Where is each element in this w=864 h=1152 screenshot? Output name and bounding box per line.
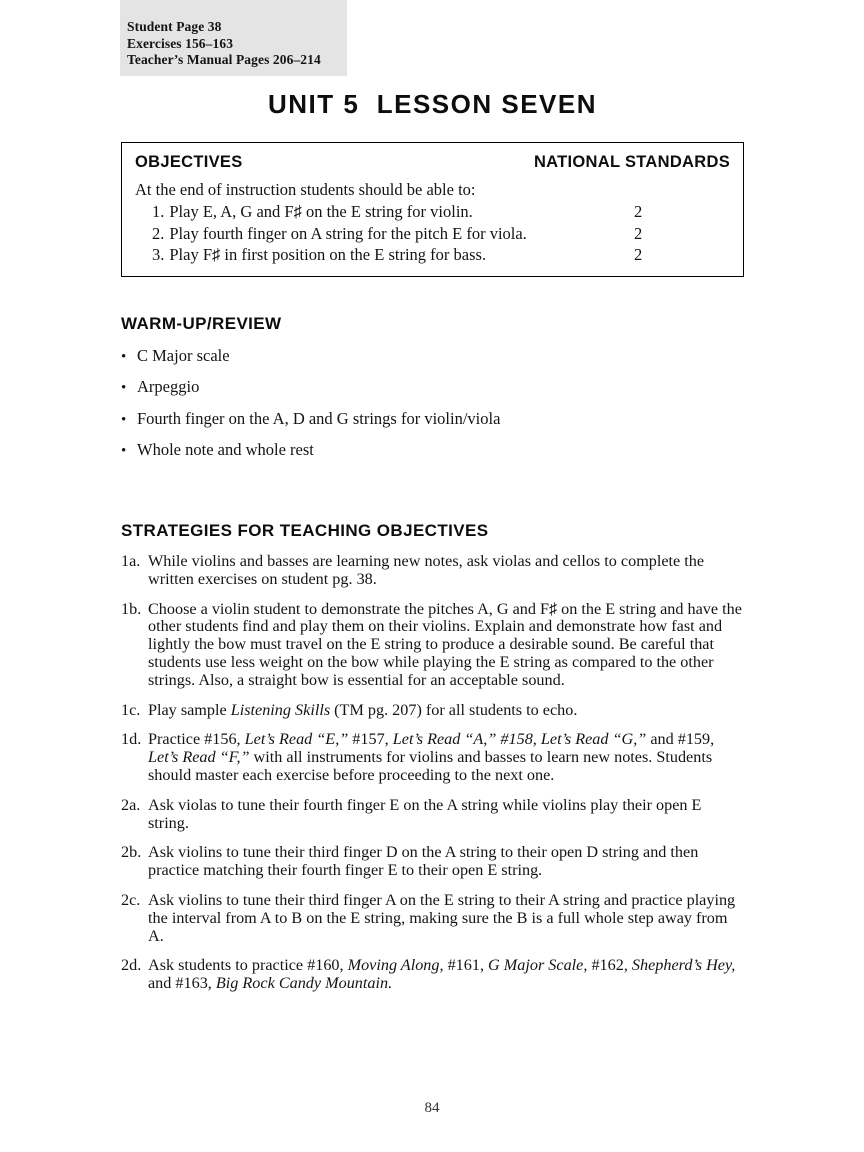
page-number: 84 [424, 1100, 440, 1116]
strategy-label: 1c. [121, 700, 141, 719]
objective-number: 1. [152, 202, 165, 221]
objective-item [152, 202, 730, 222]
strategy-item [121, 892, 744, 945]
objective-text: Play fourth finger on A string for the pitch E for viola. [169, 223, 527, 243]
exercises-ref: Exercises 156–163 [127, 35, 234, 51]
objectives-heading: OBJECTIVES [135, 153, 243, 171]
objective-text: Play F♯ in first position on the E string for bass. [169, 245, 487, 264]
warmup-item-label: Arpeggio [137, 377, 200, 396]
strategy-text: Practice #156, Let’s Read “E,” #157, Let’s Read “A,” #158, Let’s Read “G,” and #159, Let’s Read “F,” with all instruments for violins and basses to learn new notes. Students should master each exercise before proceeding to the next one. [148, 730, 715, 784]
national-standards-heading: NATIONAL STANDARDS [533, 153, 730, 171]
strategy-label: 2d. [121, 956, 142, 975]
bullet-icon: • [121, 380, 127, 396]
objective-item [152, 245, 730, 265]
strategy-item [121, 957, 744, 993]
objectives-intro: At the end of instruction students should be able to: [135, 180, 476, 199]
objectives-box [121, 142, 744, 277]
strategy-text: While violins and basses are learning new notes, ask violas and cellos to complete the written exercises on student pg. 38. [148, 552, 705, 588]
bullet-icon: • [121, 348, 127, 365]
strategy-item [121, 553, 744, 589]
strategy-label: 1d. [121, 730, 142, 749]
bullet-icon: • [121, 411, 127, 428]
strategy-item [121, 702, 744, 720]
warmup-item-label: Whole note and whole rest [137, 440, 314, 459]
page-title: UNIT 5 LESSON SEVEN [267, 89, 598, 119]
teachers-manual-ref: Teacher’s Manual Pages 206–214 [127, 52, 321, 67]
strategy-label: 1a. [121, 552, 141, 570]
standard-value: 2 [634, 245, 643, 264]
warmup-item-label: Fourth finger on the A, D and G strings for violin/viola [137, 408, 501, 428]
strategy-label: 1b. [121, 599, 142, 618]
strategy-text: Ask violas to tune their fourth finger E on the A string while violins play their open E string. [148, 795, 702, 832]
objective-text: Play E, A, G and F♯ on the E string for violin. [169, 202, 473, 221]
strategy-label: 2a. [121, 795, 141, 814]
warmup-heading: WARM-UP/REVIEW [121, 313, 282, 333]
objective-number: 3. [152, 245, 165, 264]
standard-value: 2 [634, 223, 643, 243]
objective-number: 2. [152, 223, 165, 243]
warmup-item [121, 441, 744, 460]
warmup-item [121, 347, 744, 366]
warmup-item [121, 378, 744, 397]
warmup-item [121, 410, 744, 429]
warmup-list [121, 347, 744, 461]
strategy-label: 2b. [121, 843, 142, 862]
strategy-item [121, 731, 744, 784]
strategy-text: Play sample Listening Skills (TM pg. 207) for all students to echo. [148, 700, 578, 719]
strategy-item [121, 844, 744, 880]
standard-value: 2 [634, 202, 643, 221]
strategy-text: Ask violins to tune their third finger D on the A string to their open D string and then practice matching their fourth finger E to their open E string. [148, 843, 699, 880]
objective-item [152, 224, 730, 244]
strategies-heading: STRATEGIES FOR TEACHING OBJECTIVES [121, 521, 489, 540]
strategy-text: Ask students to practice #160, Moving Along, #161, G Major Scale, #162, Shepherd’s Hey, and #163, Big Rock Candy Mountain. [148, 956, 736, 993]
strategy-item [121, 797, 744, 833]
strategy-text: Choose a violin student to demonstrate the pitches A, G and F♯ on the E string and have the other students find and play them on their violins. Explain and demonstrate how fast and lightly the bow must travel on the E string to produce a desirable sound. Be careful that students use less weight on the bow while playing the E string as compared to the other strings. Also, a straight bow is essential for an acceptable sound. [148, 599, 742, 689]
strategy-label: 2c. [121, 890, 141, 909]
strategy-item [121, 601, 744, 690]
page-content [121, 0, 744, 993]
bullet-icon: • [121, 443, 127, 459]
objectives-box-header [135, 153, 730, 172]
strategy-text: Ask violins to tune their third finger A on the E string to their A string and practice playing the interval from A to B on the E string, making sure the B is a full whole step away from A. [148, 890, 736, 945]
warmup-item-label: C Major scale [137, 345, 230, 365]
student-page-ref: Student Page 38 [127, 19, 222, 34]
